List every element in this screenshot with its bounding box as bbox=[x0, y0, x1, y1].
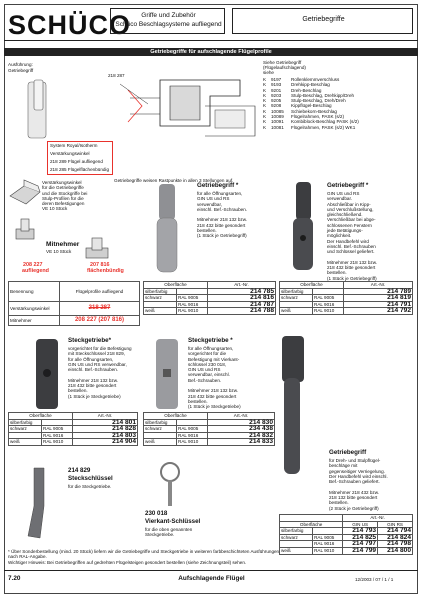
table-cell-surface: schwarz bbox=[144, 426, 177, 433]
prod1-text-line: verwendbar, bbox=[197, 201, 223, 207]
prod1-text bbox=[197, 191, 247, 239]
table-cell-article-rs: 214 824 bbox=[378, 534, 413, 541]
beschlag-number: 9201 bbox=[271, 87, 282, 93]
beschlag-list-title2: (Flügelaufschlagend) bbox=[263, 65, 306, 70]
beschlag-description: Rollenklemmverschluss bbox=[291, 77, 340, 82]
table-cell-ral: RAL 9005 bbox=[177, 295, 208, 302]
vierkant-text2: Steckgetriebe. bbox=[145, 532, 175, 537]
redbox-line4: 218 285 Flügelflächenbündig bbox=[50, 167, 110, 172]
prod5-text-line: gegenseitiger Verriegelung. bbox=[329, 468, 385, 474]
category-line2: Schüco Beschlagsysteme aufliegend bbox=[115, 21, 222, 28]
prod2-text-line: GIN US und RS bbox=[327, 191, 360, 196]
beschlag-list bbox=[263, 77, 413, 130]
prod1-text-line: bestellen. bbox=[197, 228, 217, 234]
beschlag-number: 9205 bbox=[271, 98, 282, 104]
prod3-text-line: einschl. Bef.-Schrauben. bbox=[68, 367, 119, 373]
table-cell-article-us: 214 797 bbox=[343, 541, 378, 548]
prod3-text-line: 218 432 bitte gesondert bbox=[68, 383, 117, 389]
beschlag-description: Stulp-Beschlag, Drehkipp/Dreh bbox=[291, 92, 355, 98]
left-table-header-profile: Flügelprofile aufliegend bbox=[60, 282, 140, 302]
beschlag-number: 9193 bbox=[271, 82, 282, 88]
steckgetriebe-square-photo bbox=[150, 337, 184, 411]
table-cell-article: 214 785 bbox=[208, 288, 276, 295]
reinforcement-angle-line: und die Stockgriffe bei bbox=[42, 190, 88, 196]
table-cell-ral: RAL 9016 bbox=[313, 541, 343, 548]
mitnehmer-ve: VE 10 Stück bbox=[46, 249, 72, 254]
table-cell-surface: weiß bbox=[144, 308, 177, 315]
prod3-text-line: Mitnehmer 218 132 bzw. bbox=[68, 377, 119, 383]
prod4-text-line: (1 Stück je Steckgetriebe) bbox=[188, 404, 241, 410]
profile-section-drawing bbox=[10, 76, 260, 142]
table-cell-article: 214 787 bbox=[208, 301, 276, 308]
mitnehmer-drawing-left bbox=[10, 215, 40, 247]
prod5-text bbox=[329, 458, 388, 511]
prod4-text-line: schlüssel 230 018, bbox=[188, 361, 227, 367]
prod1-text-line: GIN US und RS bbox=[197, 196, 230, 202]
prod4-text-line: Mitnehmer 218 132 bzw. bbox=[188, 388, 239, 394]
beschlag-prefix: K bbox=[263, 77, 267, 82]
table-cell-ral bbox=[177, 288, 208, 295]
beschlag-prefix: K bbox=[263, 82, 267, 88]
table-cell-ral: RAL 9010 bbox=[313, 547, 343, 554]
beschlag-description: Drehkipp-Beschlag bbox=[291, 82, 330, 88]
table-cell-ral: RAL 9016 bbox=[177, 432, 208, 439]
prod3-text-line: für alle Öffnungsarten, bbox=[68, 356, 114, 362]
getriebegriff-lockable-photo bbox=[283, 180, 323, 272]
prod3-title: Steckgetriebe* bbox=[68, 337, 111, 344]
table-cell-surface: schwarz bbox=[144, 295, 177, 302]
beschlag-description: Kombiblock-Beschlag PASK (s/2) bbox=[291, 119, 359, 125]
table-cell-ral: RAL 9010 bbox=[313, 308, 344, 315]
reinforcement-angle-line: Stulp-Profilen für die bbox=[42, 195, 84, 201]
stecks-title: Steckschlüssel bbox=[68, 475, 113, 482]
prod4-title: Steckgetriebe * bbox=[188, 337, 233, 344]
prod2-text-line: möglichkeit. bbox=[327, 233, 352, 239]
table-cell-article-rs: 214 798 bbox=[378, 541, 413, 548]
table-cell-ral: RAL 9010 bbox=[177, 308, 208, 315]
table-cell-surface bbox=[280, 301, 313, 308]
beschlag-number: 10089 bbox=[271, 114, 284, 120]
prod5-text-line: Mitnehmer 218 432 bzw. bbox=[329, 489, 380, 495]
prod2-text-line: (1 Stück je Getriebegriff) bbox=[327, 275, 377, 281]
prod2-text-line: schlossenen Fenstern bbox=[327, 222, 372, 228]
beschlag-list-title3: siehe bbox=[263, 70, 274, 75]
prod2-text-line: Der Handbefehl wird bbox=[327, 238, 369, 244]
reinforcement-angle-line: Verstärkungswinkel bbox=[42, 180, 82, 185]
prod2-text-line: und Verschlußstellung, bbox=[327, 206, 374, 212]
table-cell-ral: RAL 9005 bbox=[177, 426, 208, 433]
prod2-text-line: und Schlüssel geliefert. bbox=[327, 249, 375, 255]
table-cell-article: 214 792 bbox=[344, 308, 413, 315]
table-cell-article: 214 904 bbox=[73, 439, 138, 446]
table-cell-ral: RAL 9005 bbox=[313, 534, 343, 541]
prod2-text-line: bestellen. bbox=[327, 270, 347, 276]
mitnehmer-code-left: 208 227 bbox=[23, 262, 43, 268]
dimension-label: 218 287 bbox=[108, 73, 125, 78]
table-cell-article-us: 214 825 bbox=[343, 534, 378, 541]
prod5-text-line: Bef.-Schrauben geliefert. bbox=[329, 479, 380, 485]
stecks-text: für die Steckgetriebe. bbox=[68, 484, 112, 489]
prod5-text-line: bestellen. bbox=[329, 500, 349, 506]
table-cell-ral: RAL 9010 bbox=[177, 439, 208, 446]
table3 bbox=[8, 412, 138, 446]
beschlag-number: 10091 bbox=[271, 119, 284, 125]
mitnehmer-title: Mitnehmer bbox=[46, 241, 80, 248]
prod4-text-line: verwendbar, einschl. bbox=[188, 372, 230, 378]
table-header-article: Art.-Nr. bbox=[208, 413, 275, 420]
table-cell-article: 214 830 bbox=[208, 419, 275, 426]
steckgetriebe-photo bbox=[30, 337, 64, 411]
mitnehmer-drawing-right bbox=[82, 232, 112, 264]
category-box bbox=[110, 8, 225, 34]
table-cell-article-rs: 214 800 bbox=[378, 547, 413, 554]
table-header-surface: Oberfläche bbox=[144, 282, 208, 289]
table-header-surface: Oberfläche bbox=[144, 413, 208, 420]
reinforcement-angle-line: für die Getriebegriffe bbox=[42, 185, 84, 191]
prod4-text-line: 218 432 bitte gesondert bbox=[188, 393, 237, 399]
steckschluessel-photo bbox=[20, 466, 60, 546]
table-header-article: Art.-Nr. bbox=[344, 282, 413, 289]
vierkant-code: 230 018 bbox=[145, 510, 168, 517]
table-row bbox=[280, 308, 413, 315]
table-row bbox=[9, 439, 138, 446]
verstaerkungswinkel-note bbox=[47, 141, 113, 175]
table-row bbox=[144, 308, 276, 315]
rastpunkte-note: Getriebegriffe weisen Rastpunkte in allen 3 Stellungen auf. bbox=[114, 178, 234, 183]
table-cell-surface: weiß bbox=[280, 547, 313, 554]
prod1-text-line: einschl. Bef.-Schrauben. bbox=[197, 206, 248, 212]
left-table bbox=[8, 281, 140, 326]
prod2-text-line: Abschließbar in Kipp- bbox=[327, 201, 371, 207]
table-cell-ral bbox=[42, 419, 73, 426]
prod4-text-line: bestellen. bbox=[188, 398, 208, 404]
table-cell-article: 214 803 bbox=[73, 432, 138, 439]
execution-label: Ausführung: bbox=[8, 62, 33, 67]
vierkant-title: Vierkant-Schlüssel bbox=[145, 518, 201, 525]
footnotes bbox=[8, 549, 413, 565]
prod5-title: Getriebegriff bbox=[329, 449, 367, 456]
beschlag-prefix: K bbox=[263, 92, 267, 98]
prod1-text-line: für alle Öffnungsarten, bbox=[197, 191, 243, 196]
table-header-empty bbox=[280, 515, 343, 522]
table4 bbox=[143, 412, 275, 446]
table-cell-surface bbox=[144, 301, 177, 308]
table-cell-article: 214 833 bbox=[208, 439, 275, 446]
table-cell-ral: RAL 9005 bbox=[42, 426, 73, 433]
section-title: Getriebegriffe bbox=[302, 16, 345, 23]
left-table-row1-name: Verstärkungswinkel bbox=[9, 302, 60, 316]
table-header-row bbox=[280, 515, 413, 522]
table-cell-article-us: 214 793 bbox=[343, 528, 378, 535]
table-cell-surface bbox=[144, 432, 177, 439]
reinforcement-angle-line: deren Befestigungen bbox=[42, 201, 85, 207]
reinforcement-angle-text bbox=[42, 180, 87, 212]
table-cell-ral: RAL 9010 bbox=[42, 439, 73, 446]
getriebegriff-photo bbox=[145, 182, 189, 274]
prod3-text-line: bestellen. bbox=[68, 388, 88, 394]
prod5-text-line: Der Handbefehl wird einschl. bbox=[329, 473, 388, 479]
redbox-line1: System Royal/Isotherm bbox=[50, 143, 98, 148]
table-header-article: Art.-Nr. bbox=[208, 282, 276, 289]
table-cell-surface: silberfarbig bbox=[144, 288, 177, 295]
beschlag-number: 9197 bbox=[271, 77, 282, 82]
title-band bbox=[4, 48, 418, 56]
prod3-text-line: mit Steckschlüssel 218 829, bbox=[68, 351, 125, 357]
beschlag-number: 9208 bbox=[271, 103, 282, 109]
mitnehmer-code-right: 207 816 bbox=[90, 262, 110, 268]
beschlag-description: Stulp-Beschlag, Dreh/Dreh bbox=[291, 98, 346, 104]
table-cell-surface: weiß bbox=[144, 439, 177, 446]
prod1-title: Getriebegriff * bbox=[197, 182, 239, 189]
prod2-text bbox=[327, 191, 377, 281]
footnote-line: * Über Sonderbestellung (mind. 20 Stück) liefern wir die Getriebegriffe und Steckgetriebe in weiteren farbbeschichteten Ausführungen bbox=[8, 549, 280, 554]
footer-code: 12/2003 / 07 / 1 / 1 bbox=[355, 577, 394, 582]
footer-divider bbox=[4, 570, 418, 571]
table-header-variant: GIN US bbox=[343, 521, 378, 528]
table-cell-article: 214 801 bbox=[73, 419, 138, 426]
beschlag-number: 10081 bbox=[271, 124, 284, 130]
beschlag-description: Flügelrahmen, PASK (s/2) WK1 bbox=[291, 124, 356, 130]
left-table-row1-code: 218 287 bbox=[60, 302, 140, 316]
table-cell-ral bbox=[313, 288, 344, 295]
table-header-variant: GIN RS bbox=[378, 521, 413, 528]
beschlag-list-row bbox=[263, 125, 413, 130]
prod3-text-line: vorgerichtet für die Befestigung bbox=[68, 346, 132, 351]
table-header-surface: Oberfläche bbox=[280, 282, 344, 289]
vierkant-schluessel-drawing bbox=[150, 460, 190, 508]
table-cell-surface: silberfarbig bbox=[280, 288, 313, 295]
table-cell-ral: RAL 9016 bbox=[177, 301, 208, 308]
brand-logo: SCHÜCO bbox=[8, 10, 132, 40]
table-cell-ral: RAL 9016 bbox=[313, 301, 344, 308]
section-box bbox=[232, 8, 413, 34]
table-cell-ral: RAL 9005 bbox=[313, 295, 344, 302]
prod2-text-line: einschl. Bef.-Schrauben bbox=[327, 243, 376, 249]
header-divider bbox=[4, 40, 418, 41]
redbox-line3: 218 289 Flügel aufliegend bbox=[50, 159, 103, 164]
beschlag-prefix: K bbox=[263, 108, 267, 114]
prod2-text-line: 218 432 bitte gesondert bbox=[327, 265, 376, 271]
beschlag-number: 9203 bbox=[271, 92, 282, 98]
table-cell-ral bbox=[177, 419, 208, 426]
table-cell-surface: silberfarbig bbox=[144, 419, 177, 426]
table-cell-surface: schwarz bbox=[9, 426, 42, 433]
prod4-text-line: Bef.-Schrauben. bbox=[188, 377, 222, 383]
beschlag-list-title1: Siehe Getriebegriff bbox=[263, 60, 302, 65]
mitnehmer-label-right: flächenbündig bbox=[87, 268, 124, 274]
prod2-text-line: gleichschließend. bbox=[327, 212, 363, 218]
reinforcement-angle-drawing bbox=[8, 178, 42, 206]
table-cell-article: 214 788 bbox=[208, 308, 276, 315]
mitnehmer-label-left: aufliegend bbox=[22, 268, 49, 274]
prod2-text-line: Mitnehmer 218 132 bzw. bbox=[327, 259, 378, 265]
footnote-line: Wichtiger Hinweis: Bei Getriebegriffen auf gedrehten Flügelsteigen gesondert bestellen (siehe Zeichnungsteil) sehen. bbox=[8, 559, 247, 565]
table-cell-surface: weiß bbox=[9, 439, 42, 446]
prod1-text-line: 218 432 bitte gesondert bbox=[197, 222, 246, 228]
beschlag-description: Schiebekorn-Beschlag bbox=[291, 108, 337, 114]
table-cell-surface: silberfarbig bbox=[280, 528, 313, 535]
table-cell-surface: schwarz bbox=[280, 295, 313, 302]
table-cell-article: 234 438 bbox=[208, 426, 275, 433]
prod2-text-line: Verschließbar bei abge- bbox=[327, 217, 376, 223]
table-cell-surface: schwarz bbox=[280, 534, 313, 541]
table-cell-article: 214 791 bbox=[344, 301, 413, 308]
prod4-text bbox=[188, 346, 241, 410]
table-cell-article-rs: 214 794 bbox=[378, 528, 413, 535]
prod3-text-line: (1 Stück je Steckgetriebe) bbox=[68, 393, 121, 399]
table-cell-article-us: 214 799 bbox=[343, 547, 378, 554]
table-cell-surface: silberfarbig bbox=[9, 419, 42, 426]
table-header-surface: Oberfläche bbox=[280, 521, 343, 528]
prod4-text-line: für alle Öffnungsarten, bbox=[188, 346, 234, 351]
table2 bbox=[279, 281, 413, 315]
table-cell-surface bbox=[9, 432, 42, 439]
footer-title: Aufschlagende Flügel bbox=[178, 575, 245, 582]
table-row bbox=[144, 439, 275, 446]
beschlag-description: Flügelrahmen, PASK (s/2) bbox=[291, 114, 345, 120]
beschlag-prefix: K bbox=[263, 114, 267, 120]
getriebegriff-stulp-photo bbox=[264, 330, 324, 480]
prod4-text-line: Befestigung mit Vierkant- bbox=[188, 356, 240, 362]
left-table-row2-name: Mitnehmer bbox=[9, 316, 60, 326]
prod2-text-line: jede Betätigungs- bbox=[327, 228, 363, 234]
beschlag-prefix: K bbox=[263, 124, 267, 130]
redbox-line2: Verstärkungswinkel bbox=[50, 151, 90, 156]
table-cell-ral: RAL 9016 bbox=[42, 432, 73, 439]
table-cell-surface bbox=[280, 541, 313, 548]
page-number: 7.20 bbox=[8, 575, 21, 582]
table-cell-article: 214 828 bbox=[73, 426, 138, 433]
reinforcement-angle-line: VE 10 Stück bbox=[42, 206, 68, 212]
beschlag-number: 10085 bbox=[271, 108, 284, 114]
table-cell-article: 214 832 bbox=[208, 432, 275, 439]
vierkant-text1: für die oben genannten bbox=[145, 527, 193, 532]
beschlag-prefix: K bbox=[263, 103, 267, 109]
band-title: Getriebegriffe für aufschlagende Flügelprofile bbox=[150, 49, 272, 55]
table-header-article: Art.-Nr. bbox=[73, 413, 138, 420]
table-header-article: Art.-Nr. bbox=[343, 515, 413, 522]
prod3-text-line: GIN US und RS verwendbar, bbox=[68, 361, 127, 367]
table-cell-article: 214 789 bbox=[344, 288, 413, 295]
stecks-code: 214 829 bbox=[68, 467, 91, 474]
table-cell-article: 214 816 bbox=[208, 295, 276, 302]
prod2-text-line: verwendbar. bbox=[327, 196, 353, 202]
prod3-text bbox=[68, 346, 132, 399]
prod4-text-line: vorgerichtet für die bbox=[188, 351, 227, 357]
table1 bbox=[143, 281, 276, 315]
execution-value: Getriebegriff bbox=[8, 68, 34, 73]
prod2-title: Getriebegriff * bbox=[327, 182, 369, 189]
prod5-text-line: 218 132 bitte gesondert bbox=[329, 495, 378, 501]
left-table-header-name: Benennung bbox=[9, 282, 60, 302]
beschlag-description: Kippflügel-Beschlag bbox=[291, 103, 332, 109]
footnote-line: nach RAL-Angabe. bbox=[8, 554, 47, 560]
beschlag-description: Dreh-Beschlag bbox=[291, 87, 322, 93]
beschlag-prefix: K bbox=[263, 119, 267, 125]
beschlag-prefix: K bbox=[263, 98, 267, 104]
prod1-text-line: (1 Stück je Getriebegriff) bbox=[197, 233, 247, 239]
prod5-text-line: (2 Stück je Getriebegriff) bbox=[329, 505, 379, 511]
category-line1: Griffe und Zubehör bbox=[141, 12, 196, 19]
prod1-text-line: Mitnehmer 218 132 bzw. bbox=[197, 217, 248, 223]
prod4-text-line: GIN US und RS bbox=[188, 367, 221, 373]
beschlag-prefix: K bbox=[263, 87, 267, 93]
left-table-row2-code: 208 227 (207 816) bbox=[60, 316, 140, 326]
table-header-surface: Oberfläche bbox=[9, 413, 73, 420]
table-cell-ral bbox=[313, 528, 343, 535]
table-cell-article: 214 819 bbox=[344, 295, 413, 302]
prod5-text-line: beschläge mit bbox=[329, 463, 358, 469]
table-cell-surface: weiß bbox=[280, 308, 313, 315]
prod5-text-line: für Dreh- und Stulpflügel- bbox=[329, 458, 381, 463]
